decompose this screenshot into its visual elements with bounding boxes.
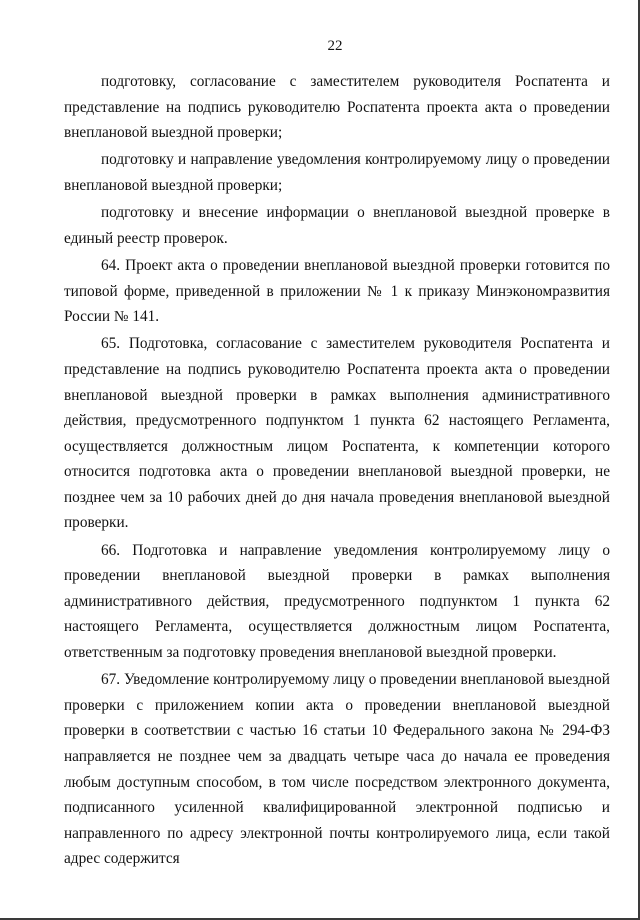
paragraph-66: 66. Подготовка и направление уведомления контролируемому лицу о проведении внеплановой выездной проверки в рамках выполнения административного действия, предусмотренного подпунктом 1 пункта 62 настоящего Регламента, осуществляется должностным лицом Роспатента, ответственным за подготовку проведения внеплановой выездной проверки.	[64, 541, 610, 662]
paragraph-3: подготовку и внесение информации о внеплановой выездной проверке в единый реестр проверок.	[64, 204, 610, 247]
document-body	[64, 69, 610, 874]
paragraph-67: 67. Уведомление контролируемому лицу о проведении внеплановой выездной проверки с приложением копии акта о проведении внеплановой выездной проверки в соответствии с частью 16 статьи 10 Федерального закона № 294-ФЗ направляется не позднее чем за двадцать четыре часа до начала ее проведения любым доступным способом, в том числе посредством электронного документа, подписанного усиленной квалифицированной электронной подписью и направленного по адресу электронной почты контролируемого лица, если такой адрес содержится	[64, 671, 610, 868]
paragraph-65: 65. Подготовка, согласование с заместителем руководителя Роспатента и представление на подпись руководителю Роспатента проекта акта о проведении внеплановой выездной проверки в рамках выполнения административного действия, предусмотренного подпунктом 1 пункта 62 настоящего Регламента, осуществляется должностным лицом Роспатента, к компетенции которого относится подготовка акта о проведении внеплановой выездной проверки, не позднее чем за 10 рабочих дней до дня начала проведения внеплановой выездной проверки.	[64, 335, 610, 532]
page-number: 22	[327, 38, 343, 54]
paragraph-2: подготовку и направление уведомления контролируемому лицу о проведении внеплановой выездной проверки;	[64, 151, 610, 194]
paragraph-1: подготовку, согласование с заместителем руководителя Роспатента и представление на подпись руководителю Роспатента проекта акта о проведении внеплановой выездной проверки;	[64, 73, 610, 142]
paragraph-64: 64. Проект акта о проведении внеплановой выездной проверки готовится по типовой форме, приведенной в приложении № 1 к приказу Минэкономразвития России № 141.	[64, 256, 610, 326]
